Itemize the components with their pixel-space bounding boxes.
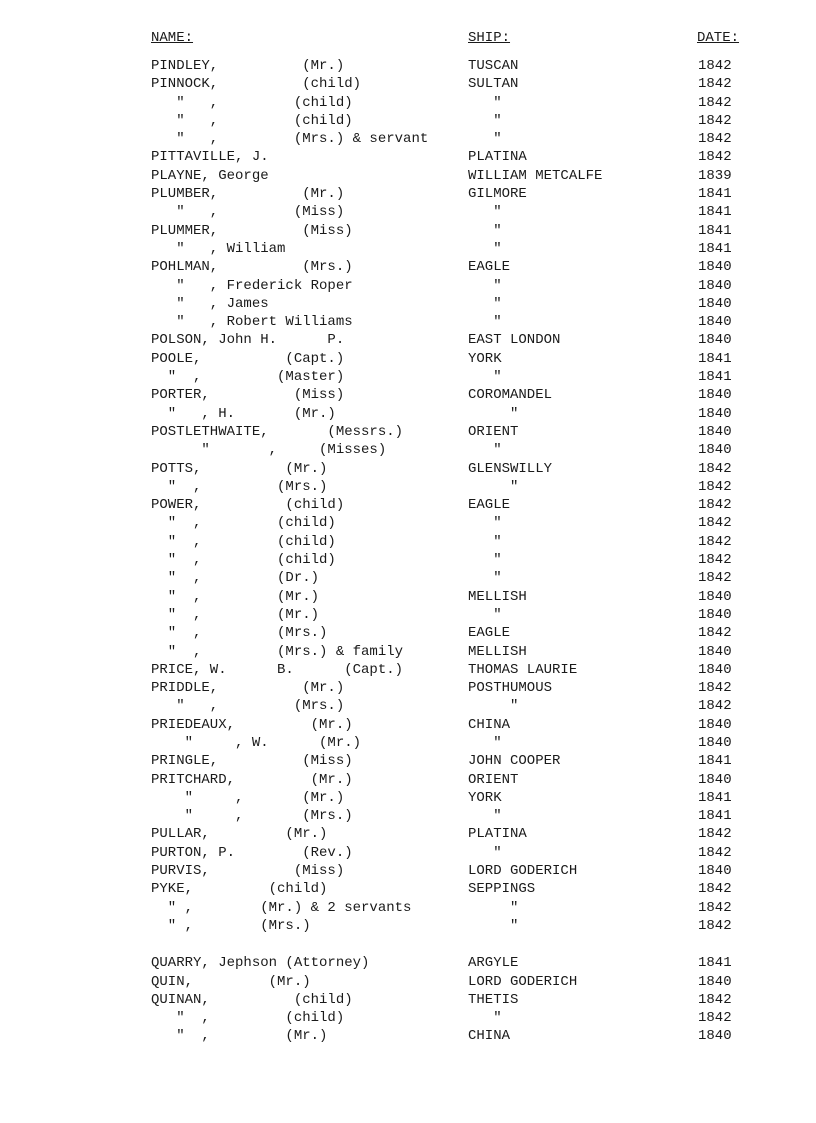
list-item bbox=[0, 973, 816, 991]
entry-ship: PLATINA bbox=[468, 149, 527, 166]
entry-name: PRITCHARD, (Mr.) bbox=[151, 771, 353, 788]
entry-date: 1841 bbox=[698, 369, 732, 386]
entry-date: 1840 bbox=[698, 442, 732, 459]
list-item bbox=[0, 368, 816, 386]
entry-ship: " bbox=[468, 295, 502, 312]
header-name: NAME: bbox=[151, 30, 194, 46]
entry-date: 1841 bbox=[698, 955, 732, 972]
list-item bbox=[0, 460, 816, 478]
list-item bbox=[0, 203, 816, 221]
entry-date: 1842 bbox=[698, 478, 732, 495]
entry-name: " , (child) bbox=[151, 112, 353, 129]
entry-date: 1839 bbox=[698, 167, 732, 184]
entry-name: POOLE, (Capt.) bbox=[151, 350, 345, 367]
entry-ship: GLENSWILLY bbox=[468, 460, 553, 477]
entry-ship: " bbox=[468, 442, 502, 459]
header-ship: SHIP: bbox=[468, 30, 511, 46]
list-item bbox=[0, 569, 816, 587]
entry-name: " , (Mrs.) bbox=[151, 917, 311, 934]
list-item bbox=[0, 386, 816, 404]
entry-ship: " bbox=[468, 917, 519, 934]
entry-name: PRICE, W. B. (Capt.) bbox=[151, 661, 404, 678]
entry-name: PLUMMER, (Miss) bbox=[151, 222, 353, 239]
entry-name: " , (Mr.) bbox=[151, 606, 320, 623]
entry-name: " , W. (Mr.) bbox=[151, 734, 362, 751]
entry-ship: THETIS bbox=[468, 991, 519, 1008]
entry-date: 1840 bbox=[698, 259, 732, 276]
entry-date: 1840 bbox=[698, 716, 732, 733]
entry-ship: LORD GODERICH bbox=[468, 973, 578, 990]
entry-name: " , Frederick Roper bbox=[151, 277, 353, 294]
list-item bbox=[0, 514, 816, 532]
entry-ship: WILLIAM METCALFE bbox=[468, 167, 603, 184]
entry-name: " , (Mrs.) bbox=[151, 808, 353, 825]
list-item bbox=[0, 478, 816, 496]
entry-ship: CHINA bbox=[468, 1028, 511, 1045]
entry-name: " , (Mrs.) bbox=[151, 698, 345, 715]
entry-ship: ARGYLE bbox=[468, 955, 519, 972]
list-item bbox=[0, 899, 816, 917]
list-item bbox=[0, 148, 816, 166]
entry-date: 1842 bbox=[698, 917, 732, 934]
entry-ship: " bbox=[468, 533, 502, 550]
list-item bbox=[0, 75, 816, 93]
entry-name: PRIDDLE, (Mr.) bbox=[151, 680, 345, 697]
list-item bbox=[0, 331, 816, 349]
entry-date: 1841 bbox=[698, 204, 732, 221]
entry-ship: " bbox=[468, 1010, 502, 1027]
entry-date: 1842 bbox=[698, 112, 732, 129]
entry-ship: LORD GODERICH bbox=[468, 863, 578, 880]
entry-date: 1842 bbox=[698, 844, 732, 861]
list-item bbox=[0, 441, 816, 459]
entry-date: 1842 bbox=[698, 991, 732, 1008]
entry-name: PRINGLE, (Miss) bbox=[151, 753, 353, 770]
entry-date: 1840 bbox=[698, 661, 732, 678]
entry-name: QUINAN, (child) bbox=[151, 991, 353, 1008]
entry-name: POLSON, John H. P. bbox=[151, 332, 345, 349]
list-item bbox=[0, 167, 816, 185]
entry-ship: ORIENT bbox=[468, 771, 519, 788]
entry-name: " , (child) bbox=[151, 1010, 345, 1027]
entry-name: " , (Mr.) & 2 servants bbox=[151, 899, 412, 916]
list-item bbox=[0, 716, 816, 734]
entry-ship: TUSCAN bbox=[468, 58, 519, 74]
entry-name: " , (Mrs.) bbox=[151, 625, 328, 642]
entry-name: " , (Dr.) bbox=[151, 570, 320, 587]
entry-ship: EAGLE bbox=[468, 497, 511, 514]
entry-date: 1840 bbox=[698, 771, 732, 788]
entry-date: 1840 bbox=[698, 606, 732, 623]
entry-date: 1842 bbox=[698, 149, 732, 166]
list-item bbox=[0, 606, 816, 624]
entry-name: POHLMAN, (Mrs.) bbox=[151, 259, 353, 276]
entry-name: " , (Mrs.) & family bbox=[151, 643, 404, 660]
list-item bbox=[0, 752, 816, 770]
entry-ship: SULTAN bbox=[468, 76, 519, 93]
entry-date: 1840 bbox=[698, 295, 732, 312]
entry-ship: EAST LONDON bbox=[468, 332, 561, 349]
entry-date: 1840 bbox=[698, 332, 732, 349]
entry-name: PYKE, (child) bbox=[151, 881, 328, 898]
entry-date: 1842 bbox=[698, 497, 732, 514]
list-item bbox=[0, 679, 816, 697]
entry-ship: " bbox=[468, 369, 502, 386]
entry-date: 1842 bbox=[698, 131, 732, 148]
list-item bbox=[0, 240, 816, 258]
list-item bbox=[0, 222, 816, 240]
header-date: DATE: bbox=[697, 30, 740, 46]
entry-name: " , (Misses) bbox=[151, 442, 387, 459]
entry-date: 1842 bbox=[698, 76, 732, 93]
column-headers bbox=[0, 30, 816, 50]
entry-date: 1842 bbox=[698, 881, 732, 898]
entry-date: 1840 bbox=[698, 643, 732, 660]
list-item bbox=[0, 862, 816, 880]
list-item bbox=[0, 624, 816, 642]
entry-date: 1840 bbox=[698, 314, 732, 331]
list-item bbox=[0, 130, 816, 148]
entry-ship: " bbox=[468, 606, 502, 623]
entry-ship: " bbox=[468, 131, 502, 148]
entry-ship: GILMORE bbox=[468, 186, 527, 203]
entry-date: 1842 bbox=[698, 570, 732, 587]
entry-ship: JOHN COOPER bbox=[468, 753, 561, 770]
entry-name: PINDLEY, (Mr.) bbox=[151, 58, 345, 74]
entry-name: QUIN, (Mr.) bbox=[151, 973, 311, 990]
entry-date: 1842 bbox=[698, 625, 732, 642]
entry-date: 1842 bbox=[698, 552, 732, 569]
entry-date: 1840 bbox=[698, 863, 732, 880]
list-item bbox=[0, 313, 816, 331]
entry-date: 1841 bbox=[698, 789, 732, 806]
entry-date: 1841 bbox=[698, 186, 732, 203]
entry-date: 1842 bbox=[698, 899, 732, 916]
entry-ship: " bbox=[468, 240, 502, 257]
entry-ship: " bbox=[468, 222, 502, 239]
entry-ship: PLATINA bbox=[468, 826, 527, 843]
list-item bbox=[0, 533, 816, 551]
entry-ship: " bbox=[468, 570, 502, 587]
entry-name: " , James bbox=[151, 295, 269, 312]
entry-ship: POSTHUMOUS bbox=[468, 680, 553, 697]
list-item bbox=[0, 880, 816, 898]
entry-date: 1840 bbox=[698, 277, 732, 294]
list-item bbox=[0, 350, 816, 368]
entry-name: PLUMBER, (Mr.) bbox=[151, 186, 345, 203]
entry-name: POSTLETHWAITE, (Messrs.) bbox=[151, 423, 404, 440]
entry-name: " , (Mrs.) & servant bbox=[151, 131, 429, 148]
entry-name: " , (Mr.) bbox=[151, 588, 320, 605]
list-item bbox=[0, 1009, 816, 1027]
entry-date: 1840 bbox=[698, 405, 732, 422]
entry-date: 1842 bbox=[698, 460, 732, 477]
list-item bbox=[0, 771, 816, 789]
list-item bbox=[0, 551, 816, 569]
entry-name: " , Robert Williams bbox=[151, 314, 353, 331]
entry-name: PLAYNE, George bbox=[151, 167, 269, 184]
entry-ship: " bbox=[468, 734, 502, 751]
list-item bbox=[0, 57, 816, 75]
entry-date: 1840 bbox=[698, 1028, 732, 1045]
list-item bbox=[0, 825, 816, 843]
list-item bbox=[0, 405, 816, 423]
list-item bbox=[0, 734, 816, 752]
list-item bbox=[0, 94, 816, 112]
list-item bbox=[0, 844, 816, 862]
entry-ship: " bbox=[468, 277, 502, 294]
list-item bbox=[0, 697, 816, 715]
list-item bbox=[0, 423, 816, 441]
entry-name: PRIEDEAUX, (Mr.) bbox=[151, 716, 353, 733]
entry-ship: MELLISH bbox=[468, 643, 527, 660]
entry-date: 1842 bbox=[698, 680, 732, 697]
entry-name: " , (child) bbox=[151, 94, 353, 111]
list-item bbox=[0, 112, 816, 130]
list-item bbox=[0, 807, 816, 825]
entry-name: " , (child) bbox=[151, 552, 336, 569]
entry-ship: THOMAS LAURIE bbox=[468, 661, 578, 678]
entry-name: PURTON, P. (Rev.) bbox=[151, 844, 353, 861]
entry-name: " , H. (Mr.) bbox=[151, 405, 336, 422]
entry-ship: " bbox=[468, 478, 519, 495]
entry-date: 1841 bbox=[698, 350, 732, 367]
list-item bbox=[0, 643, 816, 661]
entry-date: 1842 bbox=[698, 58, 732, 74]
entry-date: 1840 bbox=[698, 387, 732, 404]
entry-name: " , (Mrs.) bbox=[151, 478, 328, 495]
entry-ship: " bbox=[468, 314, 502, 331]
entry-ship: YORK bbox=[468, 789, 502, 806]
entry-name: POWER, (child) bbox=[151, 497, 345, 514]
entry-date: 1842 bbox=[698, 533, 732, 550]
entry-ship: EAGLE bbox=[468, 259, 511, 276]
entry-date: 1840 bbox=[698, 734, 732, 751]
entry-name: PULLAR, (Mr.) bbox=[151, 826, 328, 843]
entry-ship: COROMANDEL bbox=[468, 387, 553, 404]
list-item bbox=[0, 1027, 816, 1045]
list-item bbox=[0, 991, 816, 1009]
entry-date: 1842 bbox=[698, 826, 732, 843]
entry-ship: ORIENT bbox=[468, 423, 519, 440]
entry-ship: " bbox=[468, 405, 519, 422]
entry-ship: YORK bbox=[468, 350, 502, 367]
entry-ship: EAGLE bbox=[468, 625, 511, 642]
list-item bbox=[0, 917, 816, 935]
entry-ship: " bbox=[468, 844, 502, 861]
entry-name: " , (Miss) bbox=[151, 204, 345, 221]
entry-date: 1840 bbox=[698, 973, 732, 990]
entry-name: " , (Mr.) bbox=[151, 789, 345, 806]
entry-ship: " bbox=[468, 204, 502, 221]
entry-name: PITTAVILLE, J. bbox=[151, 149, 269, 166]
entry-date: 1842 bbox=[698, 515, 732, 532]
list-item bbox=[0, 588, 816, 606]
entry-name: " , (child) bbox=[151, 515, 336, 532]
entry-date: 1841 bbox=[698, 222, 732, 239]
entry-ship: " bbox=[468, 112, 502, 129]
entry-date: 1841 bbox=[698, 808, 732, 825]
entry-ship: SEPPINGS bbox=[468, 881, 536, 898]
entry-date: 1842 bbox=[698, 698, 732, 715]
list-item bbox=[0, 277, 816, 295]
entry-ship: " bbox=[468, 552, 502, 569]
entry-ship: " bbox=[468, 94, 502, 111]
entry-name: " , (Master) bbox=[151, 369, 345, 386]
list-item bbox=[0, 258, 816, 276]
entry-name: " , (child) bbox=[151, 533, 336, 550]
passenger-list bbox=[0, 57, 816, 1046]
entry-ship: MELLISH bbox=[468, 588, 527, 605]
entry-date: 1841 bbox=[698, 753, 732, 770]
entry-name: POTTS, (Mr.) bbox=[151, 460, 328, 477]
entry-name: " , (Mr.) bbox=[151, 1028, 328, 1045]
entry-date: 1840 bbox=[698, 588, 732, 605]
list-item bbox=[0, 496, 816, 514]
entry-name: QUARRY, Jephson (Attorney) bbox=[151, 955, 370, 972]
entry-date: 1842 bbox=[698, 94, 732, 111]
entry-name: PORTER, (Miss) bbox=[151, 387, 345, 404]
entry-date: 1840 bbox=[698, 423, 732, 440]
list-item bbox=[0, 185, 816, 203]
entry-ship: " bbox=[468, 899, 519, 916]
entry-date: 1842 bbox=[698, 1010, 732, 1027]
entry-name: PURVIS, (Miss) bbox=[151, 863, 345, 880]
entry-name: PINNOCK, (child) bbox=[151, 76, 362, 93]
entry-date: 1841 bbox=[698, 240, 732, 257]
entry-name: " , William bbox=[151, 240, 286, 257]
list-item bbox=[0, 661, 816, 679]
list-item bbox=[0, 954, 816, 972]
entry-ship: CHINA bbox=[468, 716, 511, 733]
entry-ship: " bbox=[468, 698, 519, 715]
entry-ship: " bbox=[468, 808, 502, 825]
list-item bbox=[0, 295, 816, 313]
entry-ship: " bbox=[468, 515, 502, 532]
list-item bbox=[0, 789, 816, 807]
